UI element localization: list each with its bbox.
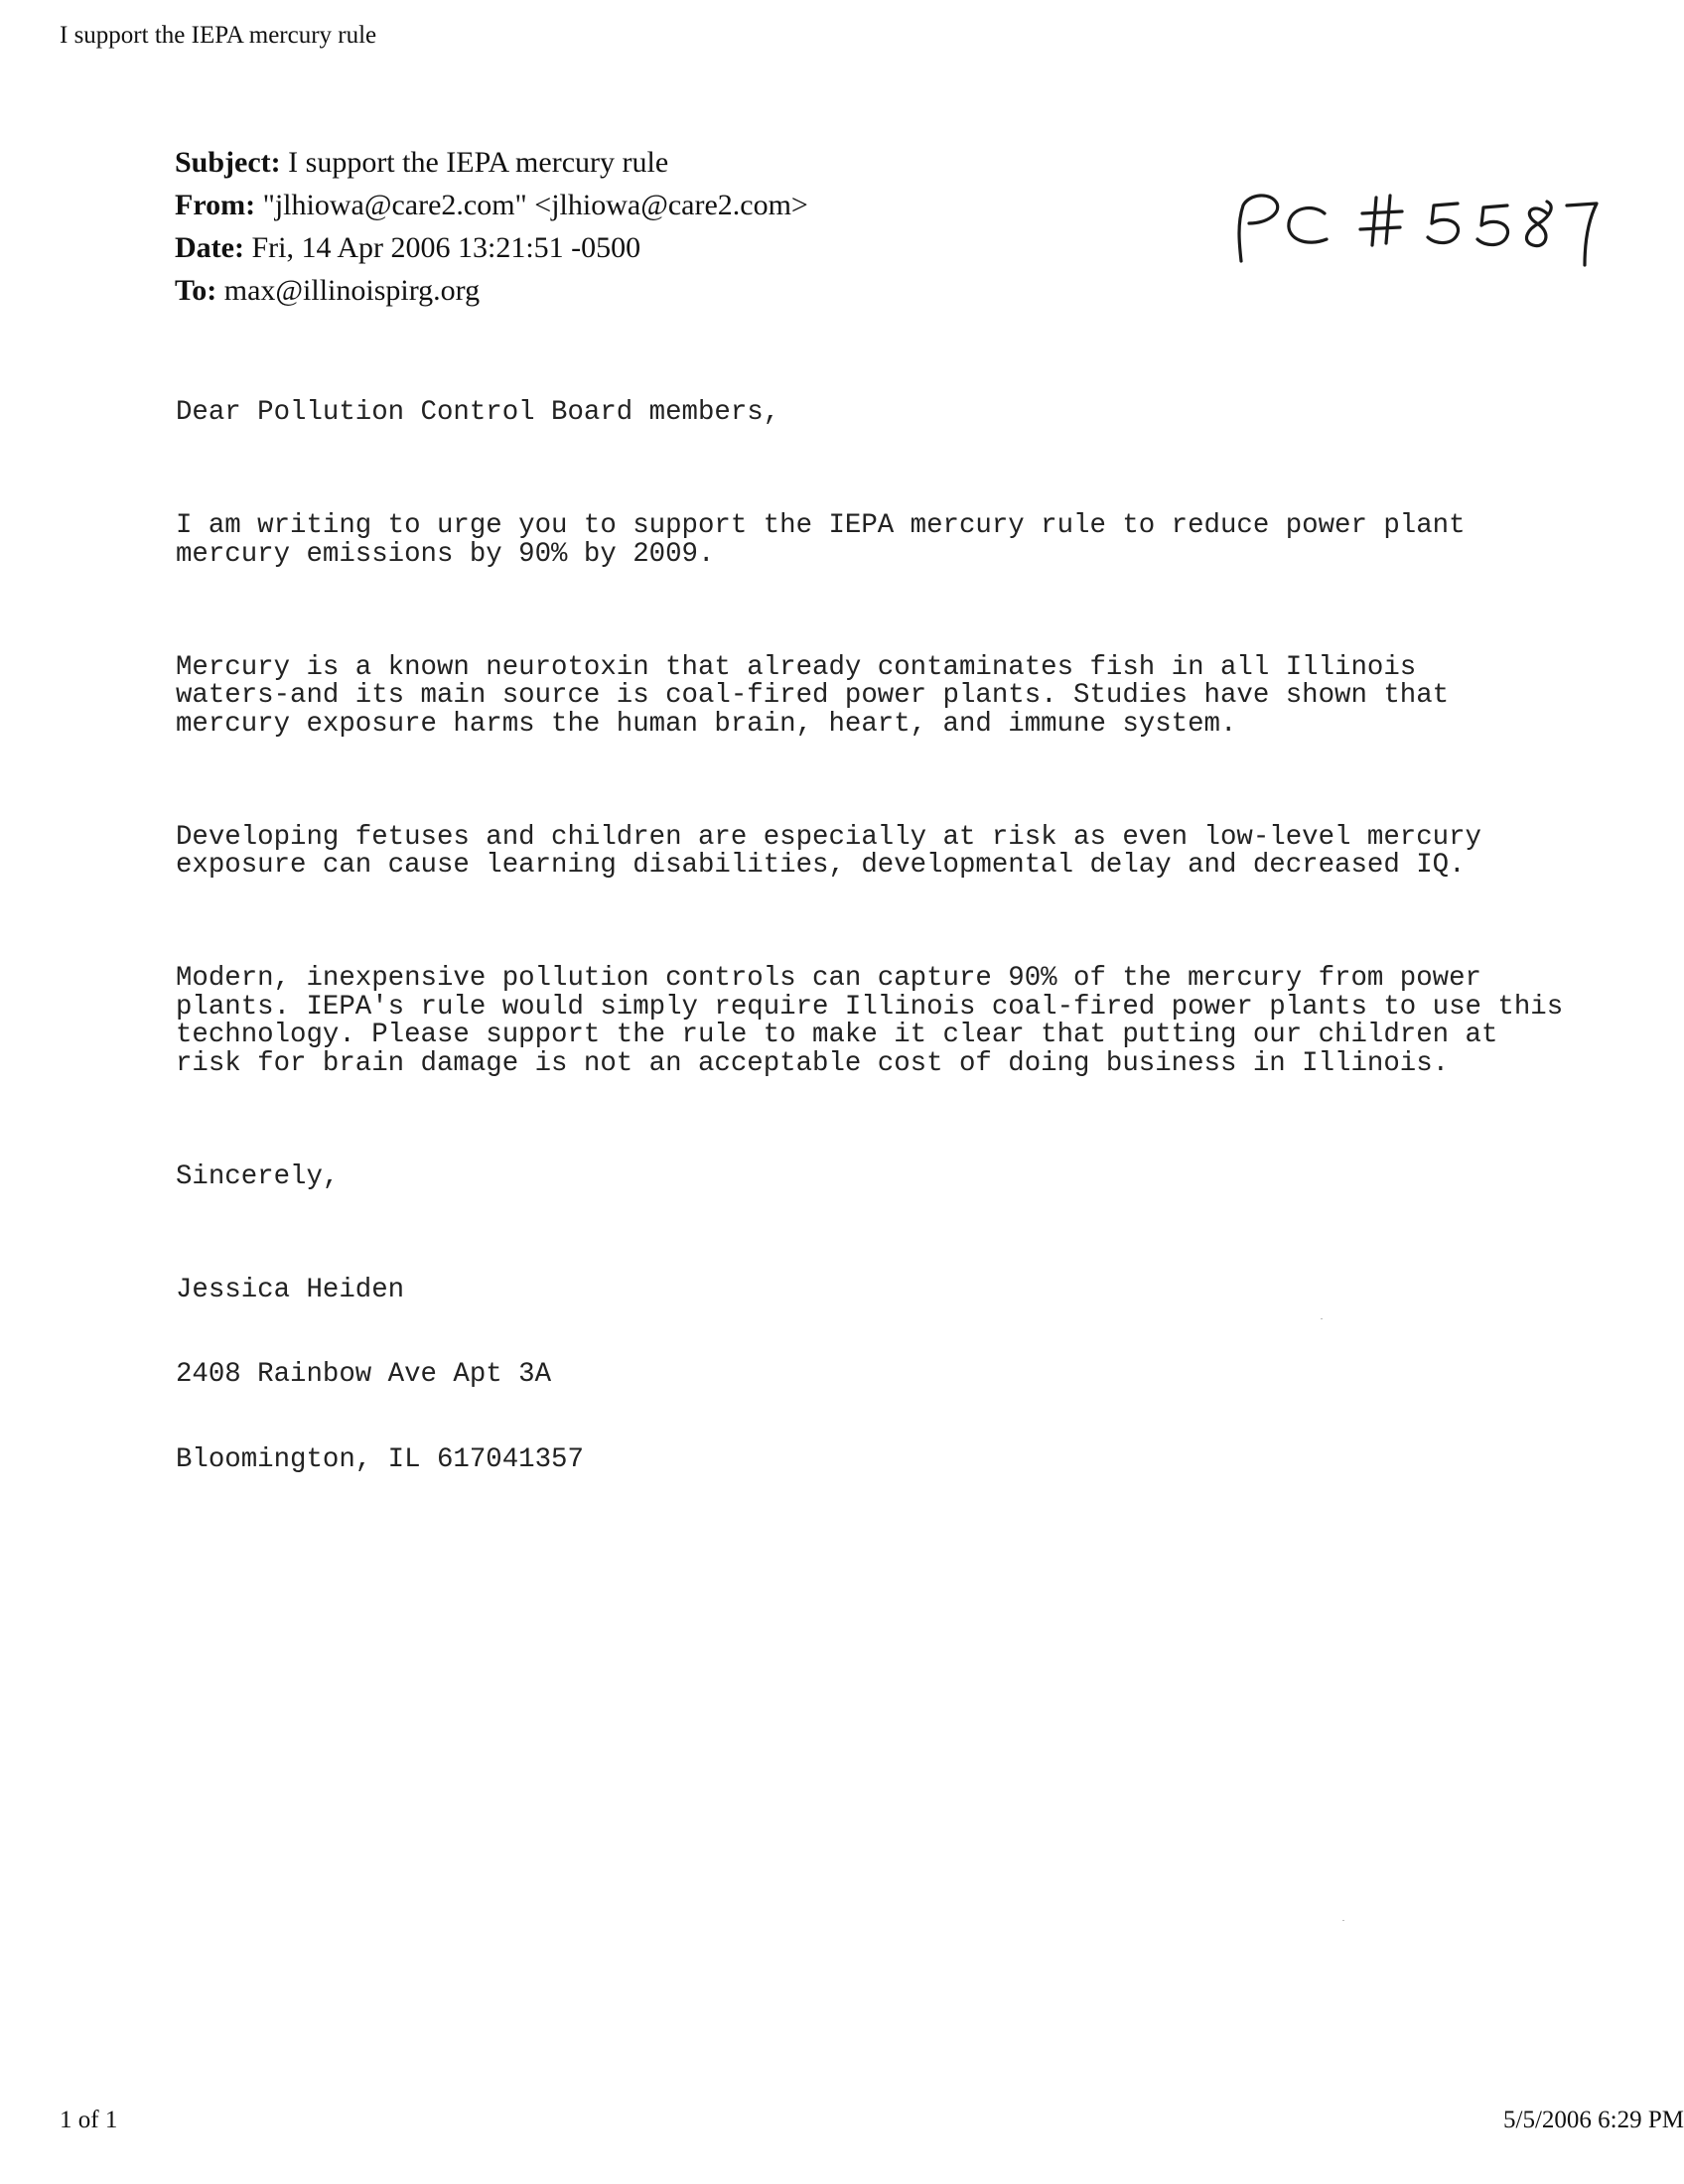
body-paragraph-4: Modern, inexpensive pollution controls can capture 90% of the mercury from power plants. IEPA's rule would simply require Illinois coal-fired power plants to use this technology. Please support the rule to make it clear that putting our children at risk for brain damage is not an acceptable cost of doing business in Illinois. [176, 963, 1564, 1079]
signature-address-line-1: 2408 Rainbow Ave Apt 3A [176, 1359, 552, 1390]
from-row [175, 184, 808, 226]
body-paragraph-3: Developing fetuses and children are especially at risk as even low-level mercury exposure can cause learning disabilities, developmental delay and decreased IQ. [176, 821, 1481, 881]
date-value: Fri, 14 Apr 2006 13:21:51 -0500 [251, 231, 641, 264]
subject-value: I support the IEPA mercury rule [288, 146, 669, 179]
to-value: max@illinoispirg.org [223, 274, 481, 307]
handwritten-pc-number-stamp [1227, 184, 1605, 283]
signature-name: Jessica Heiden [176, 1274, 405, 1305]
subject-label: Subject: [175, 146, 281, 179]
body-paragraph-1: I am writing to urge you to support the IEPA mercury rule to reduce power plant mercury emissions by 90% by 2009. [176, 510, 1466, 570]
subject-row [175, 141, 808, 184]
body-paragraph-2: Mercury is a known neurotoxin that already contaminates fish in all Illinois waters-and its main source is coal-fired power plants. Studies have shown that mercury exposure harms the human brain, heart, and immune system. [176, 651, 1450, 740]
greeting: Dear Pollution Control Board members, [176, 397, 780, 428]
to-label: To: [175, 274, 217, 307]
signature-address-line-2: Bloomington, IL 617041357 [176, 1443, 584, 1475]
from-label: From: [175, 189, 256, 221]
date-label: Date: [175, 231, 244, 264]
to-row [175, 269, 808, 312]
closing: Sincerely, [176, 1160, 340, 1192]
email-body [176, 342, 1606, 1503]
from-value: "jlhiowa@care2.com" <jlhiowa@care2.com> [262, 189, 808, 221]
scan-speck [1342, 1920, 1344, 1921]
print-header-title: I support the IEPA mercury rule [60, 22, 377, 49]
email-headers [175, 141, 808, 312]
page-number: 1 of 1 [60, 2107, 118, 2133]
date-row [175, 226, 808, 269]
print-timestamp: 5/5/2006 6:29 PM [1503, 2107, 1684, 2133]
scan-speck [1321, 1318, 1323, 1319]
